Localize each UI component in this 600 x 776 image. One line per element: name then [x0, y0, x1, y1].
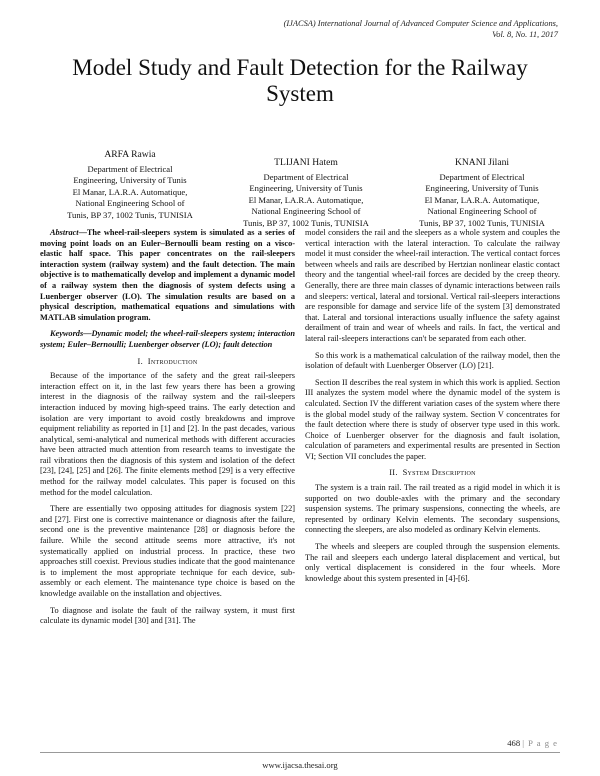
page-number [507, 738, 558, 748]
affiliation-line: National Engineering School of [251, 206, 361, 217]
affiliation-line: El Manar, LA.R.A. Automatique, [72, 186, 188, 197]
journal-name: (IJACSA) International Journal of Advanced Computer Science and Applications, [283, 19, 558, 28]
body-paragraph: So this work is a mathematical calculation of the railway model, then the isolation of default with Luenberger Observer (LO) [21]. [305, 350, 560, 371]
body-paragraph: Section II describes the real system in which this work is applied. Section III analyzes the system model where the dynamic model of the system is calculated. Section IV the different variation cases of the system where there is the global model study of the railway system. Section V concentrates for the fault detection where there is study of observer type used in this work. Choice of Luenberger observer for the diagnosis and fault isolation, calculation of parameters and experimental results are presented in Section VI; Section VII concludes the paper. [305, 377, 560, 461]
footer-website: www.ijacsa.thesai.org [262, 760, 338, 770]
page-number-value: 468 [507, 738, 521, 748]
affiliation-line: National Engineering School of [427, 206, 537, 217]
section-numeral: II. [389, 468, 398, 478]
intro-paragraph: Because of the importance of the safety and the great rail-sleepers interaction effect on it, in the last few years there has been a growing interest in the diagnosis of the railway system and the rail-sleepers interaction induced by moving high-speed trains. The early detection and isolation are very important to avoid costly breakdowns and improve equipment reliability as reported in [1] and [2]. In the past decades, various analytical, semi-analytical and numerical methods with different accuracies have been attracted much attention from research teams to investigate the rail vibrations then the diagnosis of this system and isolation of the defect [23], [24], [25] and [26]. The finite elements method [29] is a very effective method for the railway model calculates. This paper is focused on this method for the model calculation. [40, 371, 295, 497]
left-column [40, 228, 295, 633]
affiliation-line: National Engineering School of [75, 198, 185, 209]
author-block-3 [392, 157, 572, 229]
author-name: KNANI Jilani [454, 157, 510, 168]
abstract [40, 228, 295, 323]
footer-divider [40, 752, 560, 753]
affiliation-line: Department of Electrical [87, 164, 173, 174]
body-paragraph: The system is a train rail. The rail treated as a rigid model in which it is supported on two double-axles with the primary and the secondary suspension systems. The primary suspensions, connecting the wheels, are represented by ordinary Kelvin elements. The secondary suspensions, connecting the sleepers, are also modeled as ordinary Kelvin elements. [305, 483, 560, 535]
affiliation-line: Department of Electrical [439, 172, 525, 182]
affiliation-line: Engineering, University of Tunis [425, 183, 539, 194]
journal-volume: Vol. 8, No. 11, 2017 [492, 30, 558, 39]
paper-title: Model Study and Fault Detection for the Railway System [72, 55, 528, 106]
section-numeral: I. [137, 356, 143, 366]
affiliation-line: Tunis, BP 37, 1002 Tunis, TUNISIA [419, 217, 545, 228]
intro-paragraph: There are essentially two opposing attitudes for diagnosis system [22] and [27]. First one is corrective maintenance or diagnosis after the failure, second one is the preventive maintenance [28] or diagnosis before the failure. While the second attitude seems more attractive, it's not systematically applied on industrial process. In practice, these two approaches still coexist. Previous studies indicate that the good maintenance is to implement the most appropriate technique for each device, sub-assembly or each element. The maintenance type choice is based on the knowledge available on the installation and objectives. [40, 504, 295, 598]
author-name: TLIJANI Hatem [274, 157, 338, 168]
section-title: System Description [402, 468, 476, 478]
journal-header [178, 18, 558, 40]
page-label: | P a g e [522, 738, 558, 748]
affiliation-line: Department of Electrical [263, 172, 349, 182]
abstract-text: —The wheel-rail-sleepers system is simulated as a series of moving point loads on an Euler–Bernoulli beam resting on a visco-elastic half space. This paper concentrates on the rail-sleepers interaction system (railway system) and the fault detection. The main objective is to mathematically develop and implement a dynamic model of a railway system then the diagnosis of system defects using a Luenberger observer (LO). The simulation results are based on a physical description, mathematical equations and simulations with MATLAB simulation program. [40, 228, 295, 322]
author-block-2 [216, 157, 396, 229]
body-paragraph: The wheels and sleepers are coupled through the suspension elements. The rail and sleepers each undergo lateral displacement and vertical, but only vertical displacement is considered in the four wheels. More knowledge about this system presented in [4]-[6]. [305, 542, 560, 583]
affiliation-line: El Manar, LA.R.A. Automatique, [424, 194, 540, 205]
author-block-1 [40, 149, 220, 221]
keywords-label: Keywords [50, 329, 84, 339]
author-name: ARFA Rawia [104, 149, 156, 160]
affiliation-line: El Manar, LA.R.A. Automatique, [248, 194, 364, 205]
keywords [40, 329, 295, 350]
body-paragraph: model considers the rail and the sleepers as a whole system and couples the vertical interaction with the lateral interaction. To calculate the railway model it must consider the wheel-rail interaction. The vertical contact forces between wheels and rails are described by Hertzian nonlinear elastic contact theory and the tangential wheel-rail forces are decided by the creep theory. Generally, there are three main classes of dynamic interactions between rails and sleepers: vertical, lateral and torsional. Vertical rail-sleepers interactions are responsible for damage and service life of the system [3] demonstrated that. Lateral and torsional interactions usually influence the safety against derailment of train and wear of wheels and rails. In fact, the vertical and lateral rail-sleepers interactions can't be separated from each other. [305, 228, 560, 343]
section-title: Introduction [147, 356, 198, 366]
affiliation-line: Tunis, BP 37, 1002 Tunis, TUNISIA [67, 209, 193, 220]
section-heading-introduction [40, 357, 295, 368]
right-column [305, 228, 560, 590]
abstract-label: Abstract [50, 228, 79, 237]
keywords-text: —Dynamic model; the wheel-rail-sleepers system; interaction system; Euler–Bernoulli; Luenberger observer (LO); fault detection [40, 329, 295, 349]
section-heading-system-description [305, 468, 560, 479]
affiliation-line: Engineering, University of Tunis [73, 175, 187, 186]
affiliation-line: Engineering, University of Tunis [249, 183, 363, 194]
intro-paragraph: To diagnose and isolate the fault of the railway system, it must first calculate its dynamic model [30] and [31]. The [40, 605, 295, 626]
affiliation-line: Tunis, BP 37, 1002 Tunis, TUNISIA [243, 217, 369, 228]
